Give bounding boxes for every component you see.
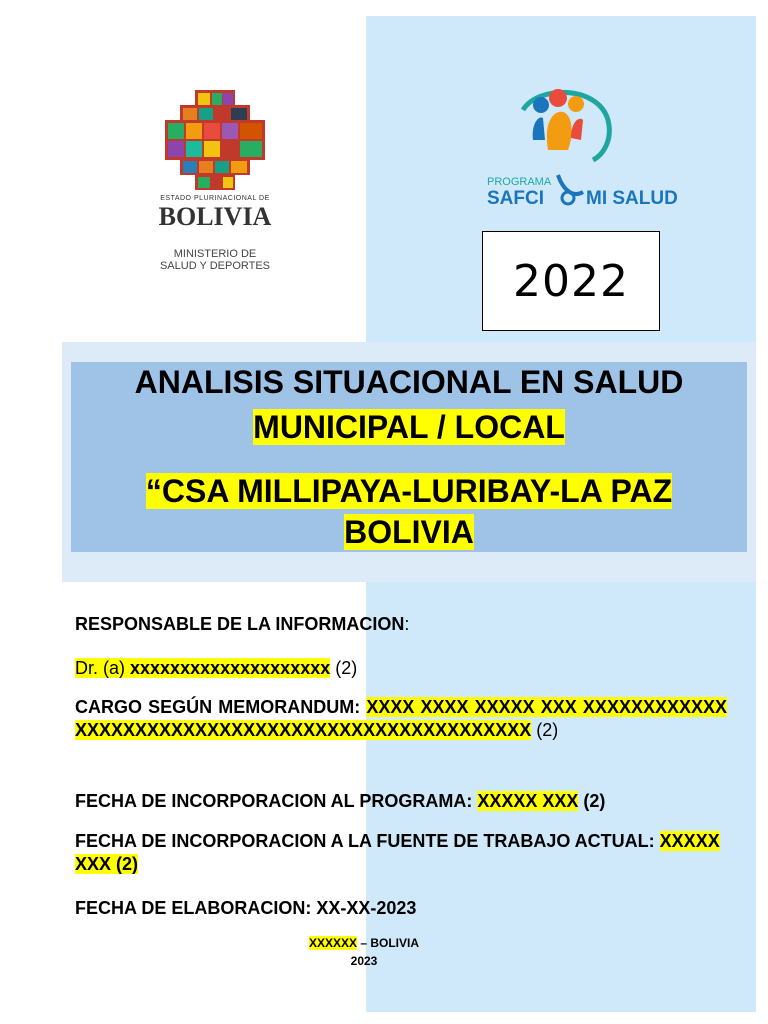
- safci-text: SAFCI: [487, 188, 544, 209]
- responsable-field: [75, 613, 727, 636]
- footer-place-name: XXXXXX: [308, 936, 357, 950]
- title-line-4: [71, 514, 747, 550]
- mi-salud-text: MI SALUD: [586, 188, 678, 209]
- cargo-label: CARGO SEGÚN MEMORANDUM:: [75, 697, 367, 717]
- title-text-1: ANALISIS SITUACIONAL EN SALUD: [134, 364, 684, 400]
- fecha-programa-note: (2): [578, 791, 606, 811]
- programa-text: PROGRAMA: [487, 176, 552, 188]
- logo-country-text: BOLIVIA: [158, 202, 272, 231]
- logo-top-text: ESTADO PLURINACIONAL DE: [160, 195, 270, 202]
- fecha-elaboracion-text: FECHA DE ELABORACION: XX-XX-2023: [75, 898, 417, 918]
- title-text-2: MUNICIPAL / LOCAL: [253, 409, 565, 445]
- title-line-1: [71, 364, 747, 400]
- fecha-programa-label: FECHA DE INCORPORACION AL PROGRAMA:: [75, 791, 478, 811]
- fecha-fuente-field: [75, 830, 727, 876]
- cargo-field: [75, 696, 727, 742]
- fecha-elaboracion-field: [75, 897, 727, 920]
- ministry-line-2: SALUD Y DEPORTES: [159, 260, 271, 272]
- doctor-name: xxxxxxxxxxxxxxxxxxxx: [130, 658, 331, 678]
- fecha-programa-value: XXXXX XXX: [477, 791, 579, 811]
- doctor-prefix: Dr. (a): [75, 658, 131, 678]
- doctor-field: [75, 657, 727, 680]
- title-line-2: [71, 409, 747, 445]
- title-text-3: “CSA MILLIPAYA-LURIBAY-LA PAZ: [145, 473, 673, 509]
- chakana-emblem-icon: [140, 85, 290, 200]
- footer-year: 2023: [350, 954, 378, 968]
- cargo-value: XXXX XXXX XXXXX XXX XXXXXXXXXXXXXXXXXXXXXXXXXXXXXXXXXXXXXXXXXXXXXXXXXX: [75, 697, 728, 740]
- cargo-note: (2): [531, 720, 559, 740]
- safci-mi-salud-logo: [483, 80, 693, 220]
- responsable-label: RESPONSABLE DE LA INFORMACION: [75, 614, 405, 634]
- footer-country: – BOLIVIA: [357, 936, 420, 950]
- doctor-note: (2): [330, 658, 358, 678]
- title-line-3: [71, 473, 747, 509]
- ministry-line-1: MINISTERIO DE: [173, 248, 257, 260]
- year-box: [482, 231, 660, 331]
- footer-place: [264, 936, 464, 950]
- fecha-fuente-label: FECHA DE INCORPORACION A LA FUENTE DE TRABAJO ACTUAL:: [75, 831, 660, 851]
- year-text: 2022: [513, 255, 629, 307]
- fecha-programa-field: [75, 790, 727, 813]
- fecha-fuente-value: XXXXX XXX (2): [75, 831, 720, 874]
- title-text-4: BOLIVIA: [344, 514, 474, 550]
- responsable-colon: :: [404, 614, 410, 634]
- bolivia-ministry-logo: [140, 85, 290, 280]
